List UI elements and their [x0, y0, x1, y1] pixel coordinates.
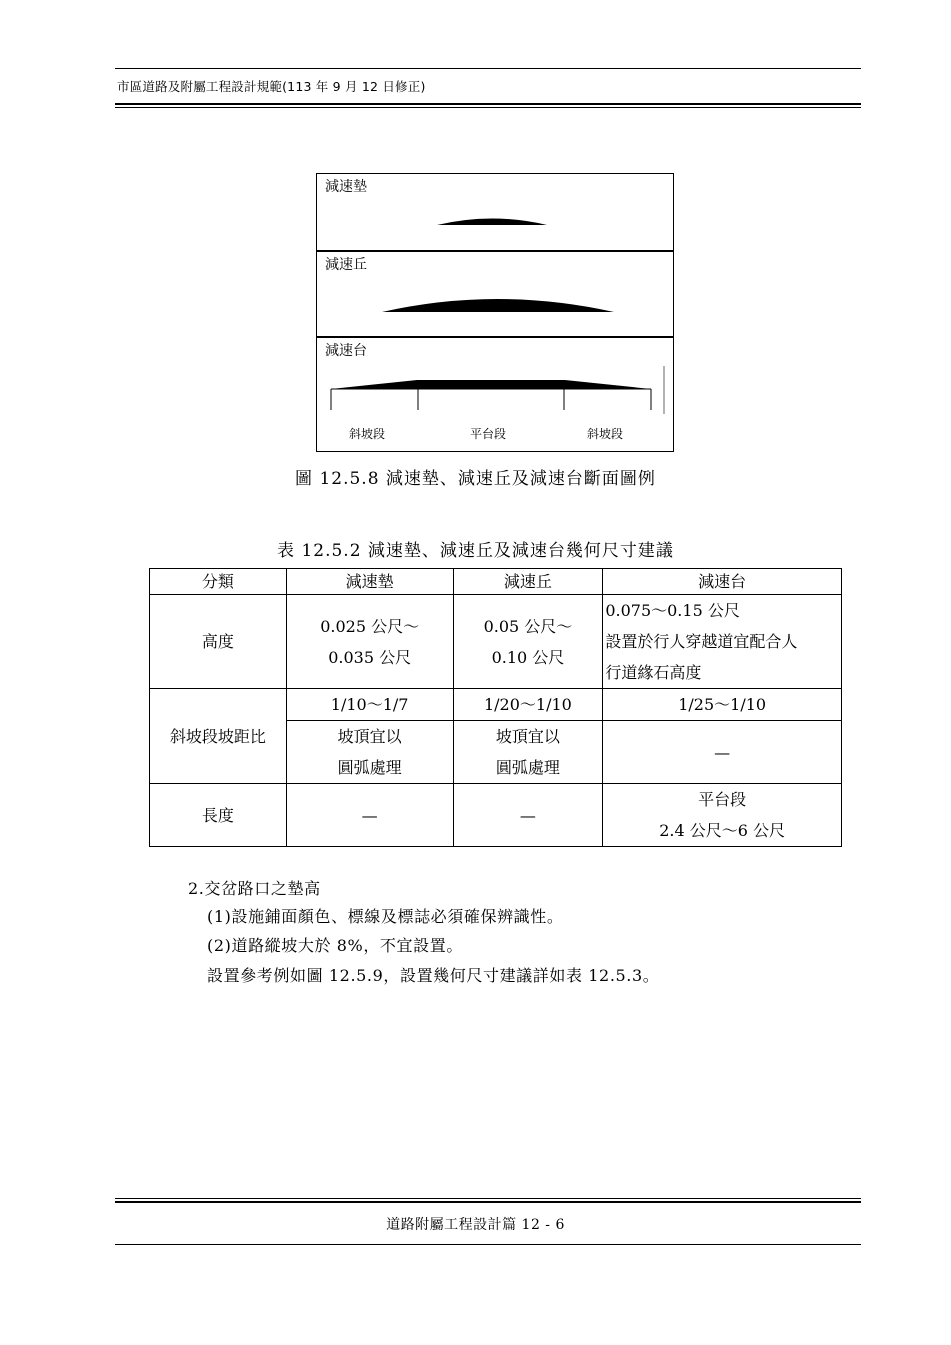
slope-cushion-note-line-2: 圓弧處理: [337, 758, 402, 777]
height-hump-line-1: 0.05 公尺～: [483, 616, 573, 636]
platform-label: 平台段: [470, 427, 507, 441]
page-footer: 道路附屬工程設計篇 12 - 6: [386, 1217, 565, 1233]
slope-cushion-note-cell: [286, 721, 453, 784]
speed-table-profile: [331, 380, 651, 389]
header-bottom-rule-thick: [115, 103, 861, 105]
speed-cushion-profile: [437, 219, 547, 226]
height-table-line-3: 行道緣石高度: [605, 663, 702, 682]
height-cushion-line-2: 0.035 公尺: [328, 647, 412, 667]
table-caption: 表 12.5.2 減速墊、減速丘及減速台幾何尺寸建議: [277, 541, 674, 561]
length-table-line-2: 2.4 公尺～6 公尺: [659, 821, 786, 840]
figure-caption: 圖 12.5.8 減速墊、減速丘及減速台斷面圖例: [295, 469, 656, 489]
body-item-2: (2)道路縱坡大於 8%，不宜設置。: [207, 936, 463, 955]
length-hump: —: [453, 784, 603, 847]
slope-table-note: —: [603, 721, 842, 784]
header-speed-hump: 減速丘: [453, 569, 603, 595]
footer-bottom-rule: [115, 1244, 861, 1245]
body-item-1: (1)設施鋪面顏色、標線及標誌必須確保辨識性。: [207, 907, 564, 926]
section-heading: 2.交岔路口之墊高: [188, 879, 321, 898]
table-row-height: [150, 595, 842, 689]
cross-section-figure: [316, 173, 674, 452]
footer-top-rule-thick: [115, 1201, 861, 1203]
height-table-line-2: 設置於行人穿越道宜配合人: [605, 632, 798, 651]
footer-top-rule-thin: [115, 1198, 861, 1199]
slope-table-ratio: 1/25～1/10: [603, 689, 842, 721]
speed-cushion-label: 減速墊: [325, 179, 367, 195]
slope-cushion-ratio: 1/10～1/7: [286, 689, 453, 721]
document-header-title: 市區道路及附屬工程設計規範(113 年 9 月 12 日修正): [117, 79, 426, 94]
height-cushion-line-1: 0.025 公尺～: [320, 616, 420, 636]
speed-hump-label: 減速丘: [325, 257, 367, 273]
header-top-rule: [115, 68, 861, 69]
length-table-cell: [603, 784, 842, 847]
slope-cushion-note-line-1: 坡頂宜以: [337, 727, 402, 746]
length-cushion: —: [286, 784, 453, 847]
slope-label: 斜坡段坡距比: [150, 689, 287, 784]
length-table-line-1: 平台段: [698, 790, 747, 809]
slope-hump-note-cell: [453, 721, 603, 784]
table-row-slope-ratio: [150, 689, 842, 721]
header-speed-table: 減速台: [603, 569, 842, 595]
header-speed-cushion: 減速墊: [286, 569, 453, 595]
slope-hump-note-line-1: 坡頂宜以: [495, 727, 560, 746]
figure-divider-2: [317, 336, 673, 338]
speed-table-label: 減速台: [325, 343, 367, 359]
geometry-dimension-table: [149, 568, 842, 847]
body-item-3: 設置參考例如圖 12.5.9，設置幾何尺寸建議詳如表 12.5.3。: [207, 966, 660, 985]
height-cushion-cell: [286, 595, 453, 689]
length-label: 長度: [150, 784, 287, 847]
speed-hump-profile: [382, 299, 614, 312]
header-bottom-rule-thin: [115, 107, 861, 108]
ramp-right-label: 斜坡段: [587, 427, 624, 441]
height-table-cell: [603, 595, 842, 689]
cross-section-drawing: [317, 174, 673, 451]
table-header-row: [150, 569, 842, 595]
height-label: 高度: [150, 595, 287, 689]
table-row-length: [150, 784, 842, 847]
slope-hump-note-line-2: 圓弧處理: [495, 758, 560, 777]
ramp-left-label: 斜坡段: [349, 427, 386, 441]
height-hump-line-2: 0.10 公尺: [491, 647, 565, 667]
height-hump-cell: [453, 595, 603, 689]
slope-hump-ratio: 1/20～1/10: [453, 689, 603, 721]
figure-divider-1: [317, 250, 673, 252]
header-category: 分類: [150, 569, 287, 595]
height-table-line-1: 0.075～0.15 公尺: [605, 601, 740, 620]
